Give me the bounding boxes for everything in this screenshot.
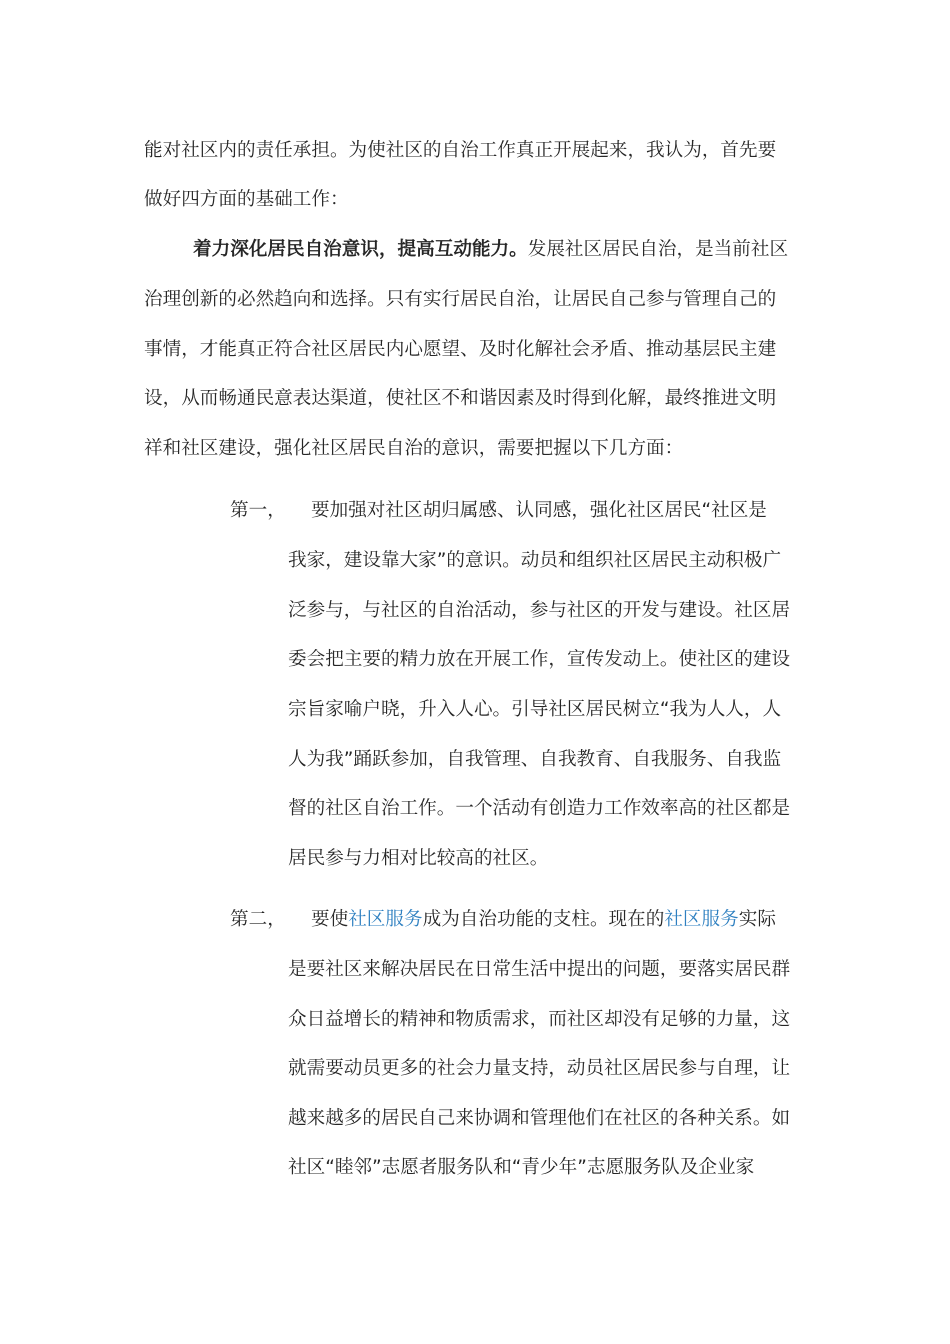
item-1-line-8: 居民参与力相对比较高的社区。: [288, 848, 549, 869]
item-1-line-1: 要加强对社区胡归属感、认同感，强化社区居民“社区是: [311, 500, 767, 521]
paragraph-2-line-4: 设，从而畅通民意表达渠道，使社区不和谐因素及时得到化解，最终推进文明: [144, 388, 777, 409]
paragraph-2-line-2: 治理创新的必然趋向和选择。只有实行居民自治，让居民自己参与管理自己的: [144, 289, 777, 310]
paragraph-2-line-1-rest: 发展社区居民自治，是当前社区: [527, 239, 789, 260]
item-2-line-1-c: 实际: [738, 909, 776, 930]
paragraph-2-bold-lead: 着力深化居民自治意识，提高互动能力: [193, 239, 510, 260]
item-1-line-6: 人为我”踊跃参加，自我管理、自我教育、自我服务、自我监: [288, 749, 782, 770]
item-2-line-1-a: 要使: [311, 909, 349, 930]
paragraph-2-line-1: [193, 225, 788, 275]
item-2-marker: 第二，: [230, 909, 286, 930]
paragraph-2-lead-punct: 。: [509, 239, 528, 260]
item-2-line-1: [311, 895, 776, 945]
item-1-line-2: 我家，建设靠大家”的意识。动员和组织社区居民主动积极广: [288, 550, 782, 571]
item-2-line-1-b: 成为自治功能的支柱。现在的: [422, 909, 665, 930]
paragraph-2-line-3: 事情，才能真正符合社区居民内心愿望、及时化解社会矛盾、推动基层民主建: [144, 339, 777, 360]
item-1-line-3: 泛参与，与社区的自治活动，参与社区的开发与建设。社区居: [288, 600, 791, 621]
paragraph-2-line-5: 祥和社区建设，强化社区居民自治的意识，需要把握以下几方面：: [144, 438, 684, 459]
paragraph-1-line-2: 做好四方面的基础工作：: [144, 189, 349, 210]
item-1-marker: 第一，: [230, 500, 286, 521]
item-2-line-2: 是要社区来解决居民在日常生活中提出的问题，要落实居民群: [288, 959, 791, 980]
item-1-line-4: 委会把主要的精力放在开展工作，宣传发动上。使社区的建设: [288, 649, 791, 670]
item-2-line-5: 越来越多的居民自己来协调和管理他们在社区的各种关系。如: [288, 1108, 791, 1129]
item-1-line-5: 宗旨家喻户晓，升入人心。引导社区居民树立“我为人人，人: [288, 699, 782, 720]
item-2-line-3: 众日益增长的精神和物质需求，而社区却没有足够的力量，这: [288, 1009, 791, 1030]
community-service-link-2[interactable]: 社区服务: [664, 909, 739, 930]
paragraph-1-line-1: 能对社区内的责任承担。为使社区的自治工作真正开展起来，我认为，首先要: [144, 140, 777, 161]
item-2-line-6: 社区“睦邻”志愿者服务队和“青少年”志愿服务队及企业家: [288, 1157, 755, 1178]
item-1-line-7: 督的社区自治工作。一个活动有创造力工作效率高的社区都是: [288, 798, 791, 819]
community-service-link-1[interactable]: 社区服务: [348, 909, 423, 930]
item-2-line-4: 就需要动员更多的社会力量支持，动员社区居民参与自理，让: [288, 1058, 791, 1079]
